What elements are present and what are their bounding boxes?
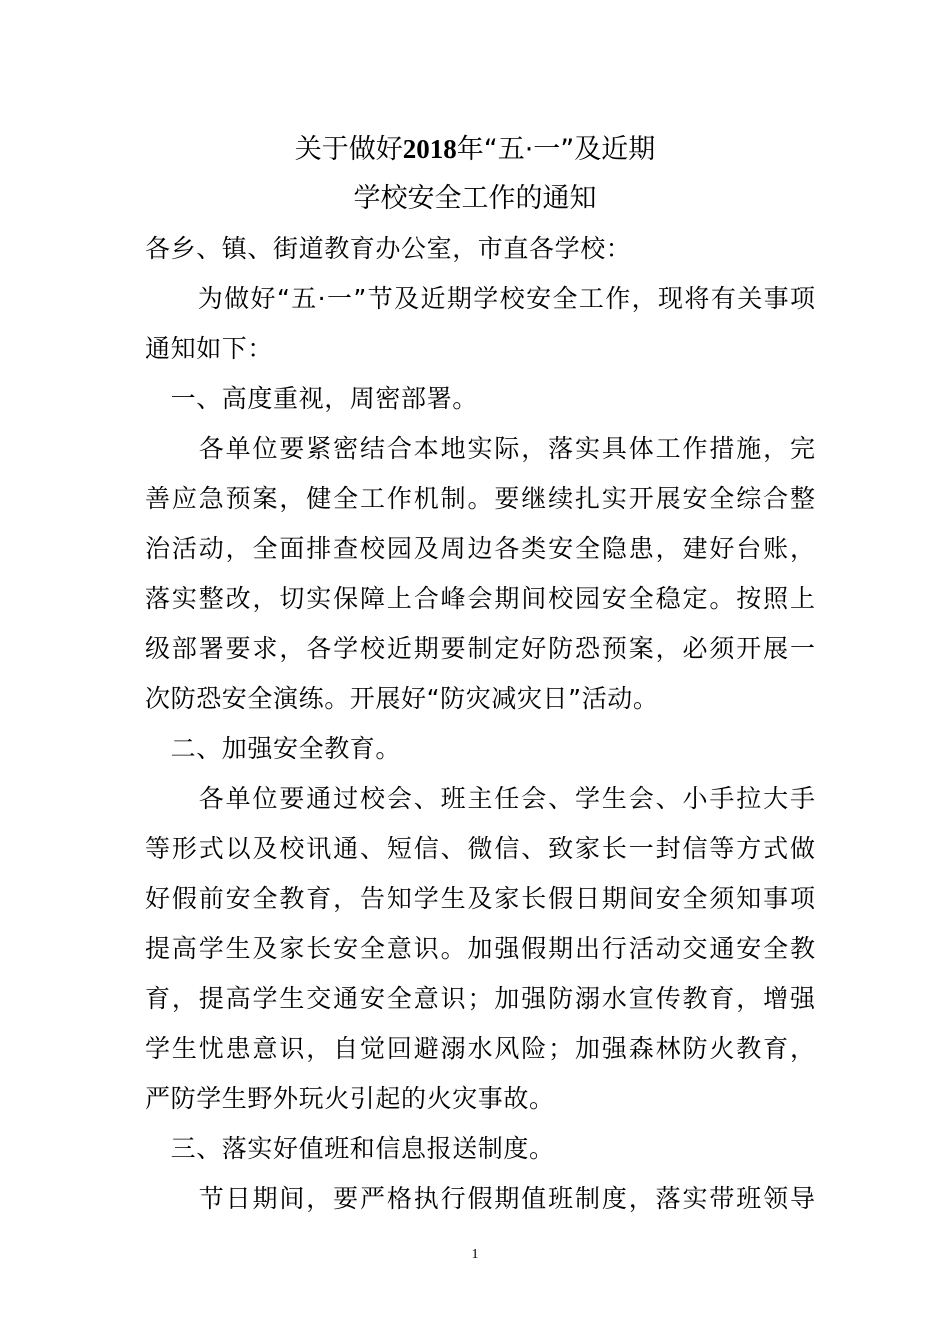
- title-text-a: 关于做好: [294, 134, 403, 165]
- body-line: 落实整改，切实保障上合峰会期间校园安全稳定。按照上: [145, 584, 815, 613]
- body-line: 各单位要通过校会、班主任会、学生会、小手拉大手: [145, 784, 815, 813]
- body-line: 为做好“五·一”节及近期学校安全工作，现将有关事项: [145, 284, 815, 313]
- body-line: 好假前安全教育，告知学生及家长假日期间安全须知事项: [145, 884, 815, 913]
- salutation: 各乡、镇、街道教育办公室，市直各学校：: [145, 234, 632, 263]
- body-line: 善应急预案，健全工作机制。要继续扎实开展安全综合整: [145, 484, 815, 513]
- body-line: 级部署要求，各学校近期要制定好防恐预案，必须开展一: [145, 634, 815, 663]
- body-line: 提高学生及家长安全意识。加强假期出行活动交通安全教: [145, 934, 815, 963]
- body-line: 次防恐安全演练。开展好“防灾减灾日”活动。: [145, 684, 659, 713]
- section-heading-2: 二、加强安全教育。: [145, 734, 402, 763]
- body-line: 治活动，全面排查校园及周边各类安全隐患，建好台账，: [145, 534, 815, 563]
- title-text-b: 年“五·一”及近期: [456, 134, 656, 165]
- body-line: 严防学生野外玩火引起的火灾事故。: [145, 1084, 555, 1113]
- document-title-line-2: 学校安全工作的通知: [353, 183, 597, 214]
- document-title-line-1: [0, 131, 950, 168]
- page-number: 1: [471, 1247, 479, 1262]
- body-line: 通知如下：: [145, 334, 274, 363]
- section-heading-3: 三、落实好值班和信息报送制度。: [145, 1134, 555, 1163]
- body-line: 育，提高学生交通安全意识；加强防溺水宣传教育，增强: [145, 984, 815, 1013]
- body-line: 各单位要紧密结合本地实际，落实具体工作措施，完: [145, 434, 815, 463]
- body-line: 等形式以及校讯通、短信、微信、致家长一封信等方式做: [145, 834, 815, 863]
- body-line: 节日期间，要严格执行假期值班制度，落实带班领导: [145, 1184, 815, 1213]
- body-line: 学生忧患意识，自觉回避溺水风险；加强森林防火教育，: [145, 1034, 815, 1063]
- title-year: 2018: [402, 134, 457, 164]
- section-heading-1: 一、高度重视，周密部署。: [145, 384, 478, 413]
